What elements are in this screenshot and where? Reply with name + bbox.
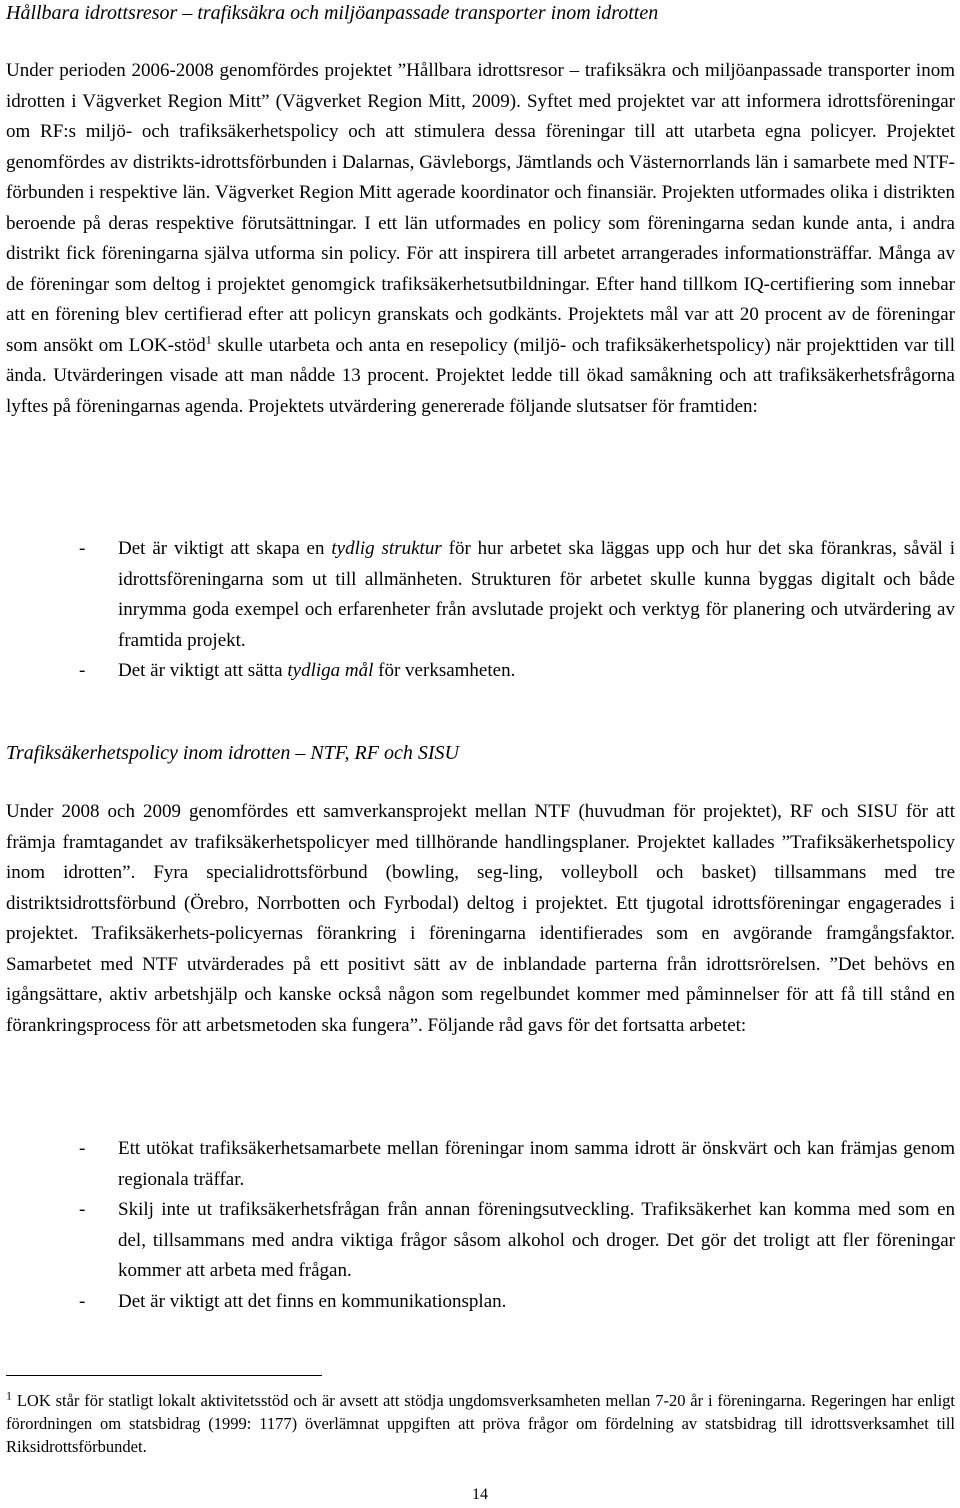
- list-item: [0, 1134, 955, 1195]
- footnote-divider: [6, 1375, 322, 1376]
- list-item-text: för verksamheten.: [373, 660, 516, 681]
- section-heading-hallbara-idrottsresor: Hållbara idrottsresor – trafiksäkra och miljöanpassade transporter inom idrotten: [6, 2, 659, 24]
- list-item-text: Skilj inte ut trafiksäkerhetsfrågan från annan föreningsutveckling. Trafiksäkerhet kan komma med som en del, tillsammans med andra viktiga frågor såsom alkohol och droger. Det gör det troligt att fler föreningar kommer att arbeta med frågan.: [118, 1199, 955, 1281]
- list-item-text: Det är viktigt att sätta: [118, 660, 288, 681]
- body-paragraph-trafiksakerhetspolicy: Under 2008 och 2009 genomfördes ett samverkansprojekt mellan NTF (huvudman för projektet), RF och SISU för att främja framtagandet av trafiksäkerhetspolicyer med tillhörande handlingsplaner. Projektet kallades ”Trafiksäkerhetspolicy inom idrotten”. Fyra specialidrottsförbund (bowling, seg-ling, volleyboll och basket) tillsammans med tre distriktsidrottsförbund (Örebro, Norrbotten och Fyrbodal) deltog i projektet. Ett tjugotal idrottsföreningar engagerades i projektet. Trafiksäkerhets-policyernas förankring i föreningarna identifierades som en avgörande framgångsfaktor. Samarbetet med NTF utvärderades på ett positivt sätt av de inblandade parterna från idrottsrörelsen. ”Det behövs en igångsättare, aktiv arbetshjälp och kanske också någon som regelbundet kommer med påminnelser för att få till stånd en förankringsprocess för att arbetsmetoden ska fungera”. Följande råd gavs för det fortsatta arbetet:: [6, 801, 955, 1036]
- list-dash: -: [79, 1199, 86, 1220]
- page-number: 14: [472, 1486, 488, 1503]
- footnote-number: 1: [6, 1388, 12, 1403]
- advice-list: [0, 1134, 955, 1317]
- paragraph-text: Under perioden 2006-2008 genomfördes projektet ”Hållbara idrottsresor – trafiksäkra och miljöanpassade transporter inom idrotten i Vägverket Region Mitt” (Vägverket Region Mitt, 2009). Syftet med projektet var att informera idrottsföreningar om RF:s miljö- och trafiksäkerhetspolicy och att stimulera dessa föreningar till att utarbeta egna policyer. Projektet genomfördes av distrikts-idrottsförbunden i Dalarnas, Gävleborgs, Jämtlands och Västernorrlands län i samarbete med NTF-förbunden i respektive län. Vägverket Region Mitt agerade koordinator och finansiär. Projekten utformades olika i distrikten beroende på deras respektive förutsättningar. I ett län utformades en policy som föreningarna sedan kunde anta, i andra distrikt fick föreningarna själva utforma sin policy. För att inspirera till arbetet arrangerades informationsträffar. Många av de föreningar som deltog i projektet genomgick trafiksäkerhetsutbildningar. Efter hand tillkom IQ-certifiering som innebar att en förening blev certifierad efter att policyn granskats och godkänts. Projektets mål var att 20 procent av de föreningar som ansökt om LOK-stöd: [6, 60, 955, 356]
- paragraph-text: skulle utarbeta och anta en resepolicy (miljö- och trafiksäkerhetspolicy) när projekttiden var till ända. Utvärderingen visade att man nådde 13 procent. Projektet ledde till ökad samåkning och att trafiksäkerhetsfrågorna lyftes på föreningarnas agenda. Projektets utvärdering genererade följande slutsatser för framtiden:: [6, 334, 955, 417]
- list-item-text: för hur arbetet ska läggas upp och hur det ska förankras, såväl i idrottsföreningarna som ut till allmänheten. Strukturen för arbetet skulle kunna byggas digitalt och både inrymma goda exempel och erfarenheter från avslutade projekt och verktyg för planering och utvärdering av framtida projekt.: [118, 538, 955, 651]
- section-heading-trafiksakerhetspolicy: Trafiksäkerhetspolicy inom idrotten – NTF, RF och SISU: [6, 742, 459, 764]
- list-dash: -: [79, 660, 86, 681]
- footnote: [6, 1389, 955, 1458]
- list-dash: -: [79, 1138, 86, 1159]
- body-paragraph-hallbara-idrottsresor: [6, 56, 955, 422]
- list-item-text: Det är viktigt att det finns en kommunikationsplan.: [118, 1290, 507, 1312]
- list-item: [0, 534, 955, 656]
- list-item-text: Det är viktigt att skapa en: [118, 538, 332, 559]
- conclusions-list: [0, 534, 955, 687]
- footnote-text: LOK står för statligt lokalt aktivitetsstöd och är avsett att stödja ungdomsverksamheten mellan 7-20 år i föreningarna. Regeringen har enligt förordningen om statsbidrag (1999: 1177) överlämnat uppgiften att pröva frågor om fördelning av statsbidrag till idrottsverksamhet till Riksidrottsförbundet.: [6, 1391, 955, 1456]
- list-dash: -: [79, 1290, 86, 1312]
- list-item-text: Ett utökat trafiksäkerhetsamarbete mellan föreningar inom samma idrott är önskvärt och kan främjas genom regionala träffar.: [118, 1138, 955, 1190]
- list-item-emphasis: tydliga mål: [287, 660, 374, 681]
- list-item: [0, 656, 955, 687]
- footnote-reference[interactable]: 1: [205, 332, 212, 347]
- list-item: [0, 1195, 955, 1287]
- list-item-emphasis: tydlig struktur: [331, 538, 442, 559]
- list-item: [0, 1287, 955, 1318]
- list-dash: -: [79, 538, 86, 559]
